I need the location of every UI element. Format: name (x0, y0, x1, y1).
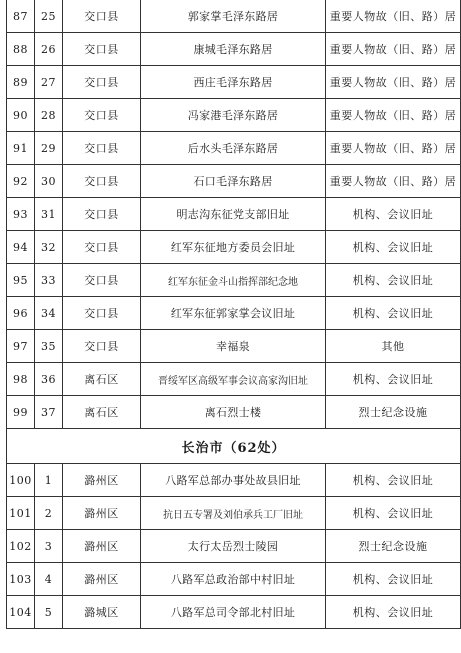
site-type-cell: 其他 (326, 330, 461, 363)
site-name-cell: 康城毛泽东路居 (141, 33, 326, 66)
district-cell: 离石区 (63, 396, 141, 429)
district-cell: 交口县 (63, 132, 141, 165)
section-title: 长治市（62处） (7, 429, 461, 464)
site-type-cell: 机构、会议旧址 (326, 198, 461, 231)
row-number-cell: 88 (7, 33, 35, 66)
table-row (7, 297, 461, 330)
sub-number-cell: 1 (35, 464, 63, 497)
row-number-cell: 89 (7, 66, 35, 99)
sub-number-cell: 34 (35, 297, 63, 330)
sub-number-cell: 29 (35, 132, 63, 165)
table-row (7, 66, 461, 99)
site-name-cell: 八路军总政治部中村旧址 (141, 563, 326, 596)
site-type-cell: 烈士纪念设施 (326, 396, 461, 429)
district-cell: 潞州区 (63, 563, 141, 596)
district-cell: 潞州区 (63, 497, 141, 530)
site-name-cell: 西庄毛泽东路居 (141, 66, 326, 99)
site-name-cell: 红军东征地方委员会旧址 (141, 231, 326, 264)
sub-number-cell: 25 (35, 0, 63, 33)
row-number-cell: 95 (7, 264, 35, 297)
row-number-cell: 93 (7, 198, 35, 231)
row-number-cell: 102 (7, 530, 35, 563)
site-type-cell: 重要人物故（旧、路）居 (326, 165, 461, 198)
site-name-cell: 晋绥军区高级军事会议高家沟旧址 (141, 363, 326, 396)
site-type-cell: 机构、会议旧址 (326, 464, 461, 497)
sub-number-cell: 4 (35, 563, 63, 596)
row-number-cell: 101 (7, 497, 35, 530)
table-row (7, 165, 461, 198)
table-row (7, 99, 461, 132)
district-cell: 交口县 (63, 165, 141, 198)
district-cell: 离石区 (63, 363, 141, 396)
sub-number-cell: 30 (35, 165, 63, 198)
row-number-cell: 90 (7, 99, 35, 132)
site-name-cell: 太行太岳烈士陵园 (141, 530, 326, 563)
district-cell: 交口县 (63, 264, 141, 297)
district-cell: 交口县 (63, 66, 141, 99)
sub-number-cell: 31 (35, 198, 63, 231)
site-type-cell: 重要人物故（旧、路）居 (326, 33, 461, 66)
sub-number-cell: 35 (35, 330, 63, 363)
table-row (7, 231, 461, 264)
site-name-cell: 明志沟东征党支部旧址 (141, 198, 326, 231)
row-number-cell: 91 (7, 132, 35, 165)
site-name-cell: 红军东征金斗山指挥部纪念地 (141, 264, 326, 297)
row-number-cell: 100 (7, 464, 35, 497)
site-type-cell: 机构、会议旧址 (326, 231, 461, 264)
sub-number-cell: 3 (35, 530, 63, 563)
table-row (7, 497, 461, 530)
sub-number-cell: 32 (35, 231, 63, 264)
district-cell: 交口县 (63, 231, 141, 264)
site-name-cell: 八路军总部办事处故县旧址 (141, 464, 326, 497)
row-number-cell: 96 (7, 297, 35, 330)
district-cell: 潞州区 (63, 464, 141, 497)
table-row (7, 563, 461, 596)
row-number-cell: 87 (7, 0, 35, 33)
heritage-site-table (6, 0, 461, 629)
district-cell: 潞州区 (63, 530, 141, 563)
site-name-cell: 幸福泉 (141, 330, 326, 363)
site-type-cell: 重要人物故（旧、路）居 (326, 66, 461, 99)
sub-number-cell: 36 (35, 363, 63, 396)
sub-number-cell: 37 (35, 396, 63, 429)
site-type-cell: 机构、会议旧址 (326, 297, 461, 330)
site-type-cell: 重要人物故（旧、路）居 (326, 132, 461, 165)
district-cell: 交口县 (63, 330, 141, 363)
site-type-cell: 重要人物故（旧、路）居 (326, 99, 461, 132)
site-name-cell: 红军东征郭家掌会议旧址 (141, 297, 326, 330)
table-row (7, 464, 461, 497)
district-cell: 交口县 (63, 297, 141, 330)
row-number-cell: 98 (7, 363, 35, 396)
sub-number-cell: 2 (35, 497, 63, 530)
table-body-bottom (7, 464, 461, 629)
row-number-cell: 94 (7, 231, 35, 264)
district-cell: 交口县 (63, 198, 141, 231)
site-name-cell: 郭家掌毛泽东路居 (141, 0, 326, 33)
site-name-cell: 抗日五专署及刘伯承兵工厂旧址 (141, 497, 326, 530)
table-row (7, 33, 461, 66)
district-cell: 交口县 (63, 33, 141, 66)
sub-number-cell: 5 (35, 596, 63, 629)
table-row (7, 530, 461, 563)
sub-number-cell: 27 (35, 66, 63, 99)
site-name-cell: 离石烈士楼 (141, 396, 326, 429)
site-type-cell: 烈士纪念设施 (326, 530, 461, 563)
table-row (7, 264, 461, 297)
row-number-cell: 104 (7, 596, 35, 629)
district-cell: 潞城区 (63, 596, 141, 629)
site-type-cell: 重要人物故（旧、路）居 (326, 0, 461, 33)
site-name-cell: 八路军总司令部北村旧址 (141, 596, 326, 629)
table-row (7, 363, 461, 396)
site-type-cell: 机构、会议旧址 (326, 363, 461, 396)
row-number-cell: 103 (7, 563, 35, 596)
table-row (7, 0, 461, 33)
site-type-cell: 机构、会议旧址 (326, 596, 461, 629)
site-name-cell: 石口毛泽东路居 (141, 165, 326, 198)
site-type-cell: 机构、会议旧址 (326, 497, 461, 530)
site-name-cell: 冯家港毛泽东路居 (141, 99, 326, 132)
row-number-cell: 92 (7, 165, 35, 198)
table-row (7, 330, 461, 363)
table-row (7, 596, 461, 629)
district-cell: 交口县 (63, 99, 141, 132)
site-type-cell: 机构、会议旧址 (326, 264, 461, 297)
table-body-top (7, 0, 461, 429)
row-number-cell: 99 (7, 396, 35, 429)
section-header-row (7, 429, 461, 464)
table-row (7, 396, 461, 429)
district-cell: 交口县 (63, 0, 141, 33)
sub-number-cell: 26 (35, 33, 63, 66)
table-section (7, 429, 461, 464)
sub-number-cell: 33 (35, 264, 63, 297)
table-row (7, 198, 461, 231)
site-name-cell: 后水头毛泽东路居 (141, 132, 326, 165)
row-number-cell: 97 (7, 330, 35, 363)
site-type-cell: 机构、会议旧址 (326, 563, 461, 596)
sub-number-cell: 28 (35, 99, 63, 132)
table-row (7, 132, 461, 165)
